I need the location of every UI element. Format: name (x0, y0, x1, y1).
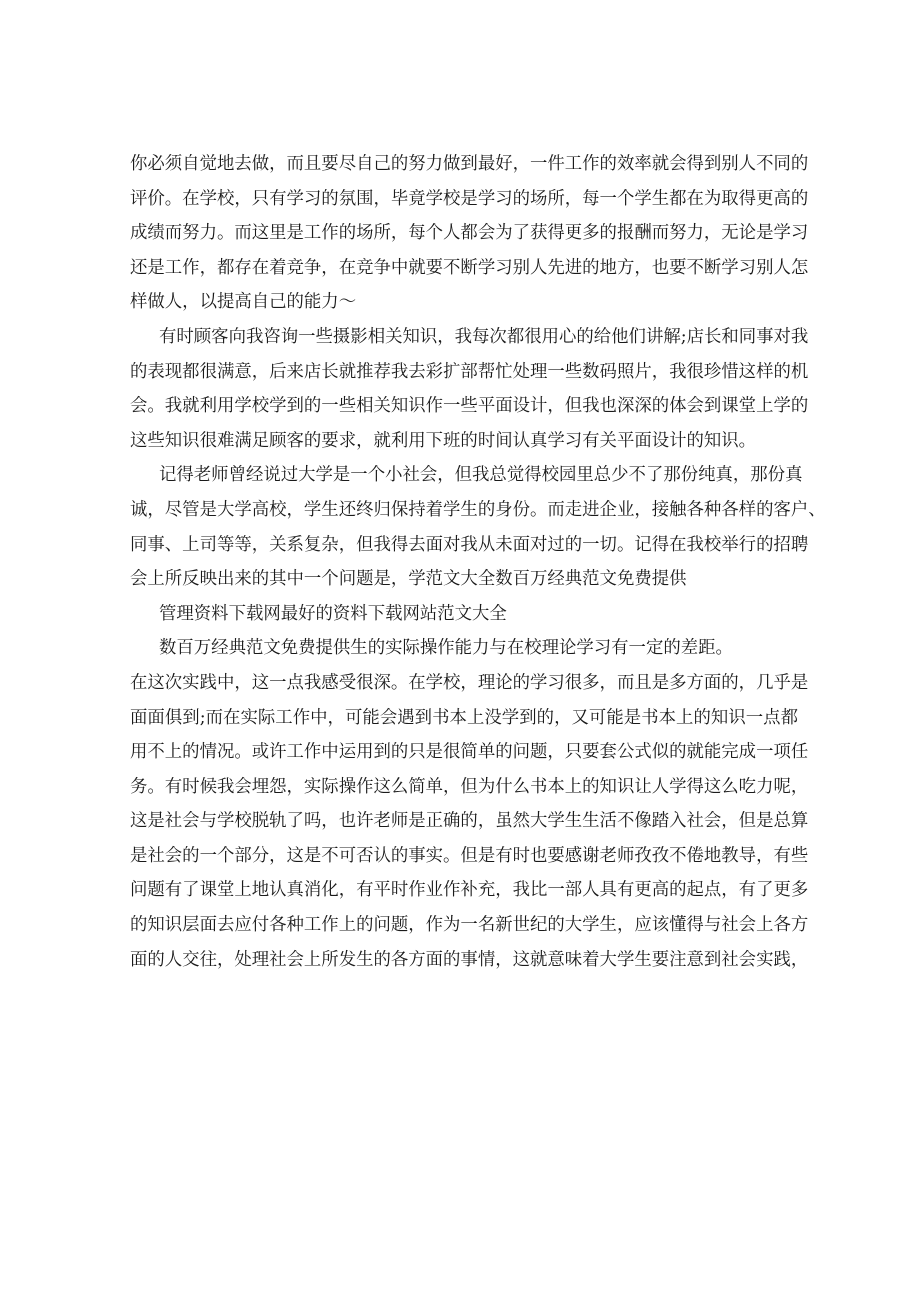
text-line: 的知识层面去应付各种工作上的问题，作为一名新世纪的大学生，应该懂得与社会上各方 (130, 915, 809, 936)
paragraph (130, 147, 809, 320)
text-line: 是社会的一个部分，这是不可否认的事实。但是有时也要感谢老师孜孜不倦地教导，有些 (130, 845, 809, 866)
paragraph (130, 458, 826, 596)
text-line: 的表现都很满意，后来店长就推荐我去彩扩部帮忙处理一些数码照片，我很珍惜这样的机 (130, 361, 809, 382)
text-line: 有时顾客向我咨询一些摄影相关知识，我每次都很用心的给他们讲解;店长和同事对我 (159, 326, 809, 347)
text-line: 在这次实践中，这一点我感受很深。在学校，理论的学习很多，而且是多方面的，几乎是 (130, 672, 809, 693)
text-line: 会。我就利用学校学到的一些相关知识作一些平面设计，但我也深深的体会到课堂上学的 (130, 396, 809, 417)
text-line: 记得老师曾经说过大学是一个小社会，但我总觉得校园里总少不了那份纯真，那份真 (159, 465, 803, 486)
text-line: 这些知识很难满足顾客的要求，就利用下班的时间认真学习有关平面设计的知识。 (130, 430, 757, 451)
text-line: 评价。在学校，只有学习的氛围，毕竟学校是学习的场所，每一个学生都在为取得更高的 (130, 188, 809, 209)
text-line: 面面俱到;而在实际工作中，可能会遇到书本上没学到的，又可能是书本上的知识一点都 (130, 707, 798, 728)
paragraph (130, 320, 809, 458)
text-line: 样做人，以提高自己的能力～ (130, 292, 357, 313)
text-line: 成绩而努力。而这里是工作的场所，每个人都会为了获得更多的报酬而努力，无论是学习 (130, 223, 809, 244)
paragraph (130, 666, 809, 977)
text-line: 这是社会与学校脱轨了吗，也许老师是正确的，虽然大学生生活不像踏入社会，但是总算 (130, 811, 809, 832)
text-line: 管理资料下载网最好的资料下载网站范文大全 (159, 603, 507, 624)
text-line: 用不上的情况。或许工作中运用到的只是很简单的问题，只要套公式似的就能完成一项任 (130, 742, 809, 763)
paragraph (130, 631, 798, 666)
text-line: 务。有时候我会埋怨，实际操作这么简单，但为什么书本上的知识让人学得这么吃力呢， (130, 776, 809, 797)
text-line: 会上所反映出来的其中一个问题是，学范文大全数百万经典范文免费提供 (130, 569, 687, 590)
document-body (130, 147, 826, 977)
text-line: 同事、上司等等，关系复杂，但我得去面对我从未面对过的一切。记得在我校举行的招聘 (130, 534, 809, 555)
text-line: 你必须自觉地去做，而且要尽自己的努力做到最好，一件工作的效率就会得到别人不同的 (130, 154, 809, 174)
text-line: 数百万经典范文免费提供生的实际操作能力与在校理论学习有一定的差距。 (159, 638, 733, 659)
text-line: 问题有了课堂上地认真消化，有平时作业作补充，我比一部人具有更高的起点，有了更多 (130, 880, 809, 901)
text-line: 诚，尽管是大学高校，学生还终归保持着学生的身份。而走进企业，接触各种各样的客户、 (130, 499, 826, 520)
text-line: 还是工作，都存在着竞争，在竞争中就要不断学习别人先进的地方，也要不断学习别人怎 (130, 257, 809, 278)
text-line: 面的人交往，处理社会上所发生的各方面的事情，这就意味着大学生要注意到社会实践， (130, 949, 809, 970)
paragraph (130, 597, 798, 632)
